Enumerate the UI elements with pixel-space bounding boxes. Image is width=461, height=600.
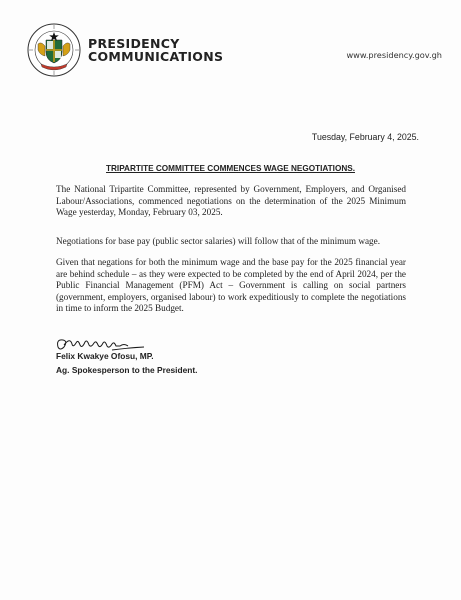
coat-of-arms-seal-icon (26, 22, 82, 78)
paragraph-1: The National Tripartite Committee, represented by Government, Employers, and Organised Labour/Associations, commenced negotiations on the determination of the 2025 Minimum Wage yesterday, Monday, February 03, 2025. (56, 184, 406, 218)
signer-name: Felix Kwakye Ofosu, MP. (56, 351, 154, 361)
letterhead (26, 22, 442, 84)
org-name-line1: PRESIDENCY (88, 36, 180, 51)
release-date: Tuesday, February 4, 2025. (311, 132, 419, 142)
organization-name (88, 37, 223, 63)
paragraph-3: Given that negations for both the minimum wage and the base pay for the 2025 financial year are behind schedule – as they were expected to be completed by the end of April 2024, per the Public Financial Management (PFM) Act – Government is calling on social partners (government, employers, organised labour) to work expeditiously to complete the negotiations in time to inform the 2025 Budget. (56, 257, 406, 314)
release-title: TRIPARTITE COMMITTEE COMMENCES WAGE NEGOTIATIONS. (106, 164, 355, 173)
website-link[interactable]: www.presidency.gov.gh (346, 50, 442, 60)
org-name-line2: COMMUNICATIONS (88, 49, 224, 64)
signer-title: Ag. Spokesperson to the President. (56, 365, 198, 375)
paragraph-2: Negotiations for base pay (public sector salaries) will follow that of the minimum wage. (56, 236, 381, 246)
